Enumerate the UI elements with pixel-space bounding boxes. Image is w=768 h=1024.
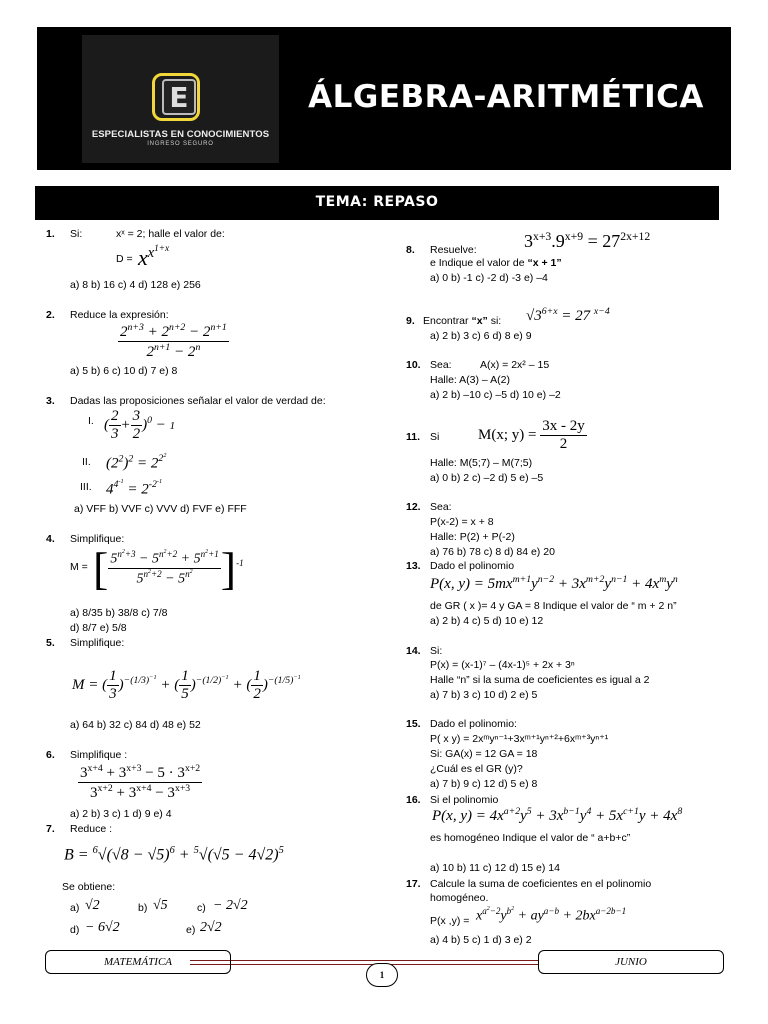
q1-expression: $x^{x^{1+x}}$ <box>138 244 170 271</box>
page-title: ÁLGEBRA-ARITMÉTICA <box>308 79 704 115</box>
q7-opt-d-label: d) <box>70 924 80 936</box>
q3-prop-1: ( $\frac{2}{3}$ + $\frac{3}{2}$ )$^0$ − 1 <box>104 408 176 442</box>
q7-opt-a-label: a) <box>70 902 80 914</box>
page-number: 1 <box>366 963 398 987</box>
q11-equation: M(x; y) = $\frac{3x - 2y}{2}$ <box>478 418 585 452</box>
q5-label: Simplifique: <box>70 637 125 649</box>
topic-banner: TEMA: REPASO <box>35 186 719 220</box>
q2-label: Reduce la expresión: <box>70 309 169 321</box>
q15-question: ¿Cuál es el GR (y)? <box>430 763 523 775</box>
q12-equation: P(x-2) = x + 8 <box>430 516 494 528</box>
q8-subtitle: e Indique el valor de “x + 1” <box>430 257 562 269</box>
q16-polynomial: P(x, $y) = 4x^{a+2}y^5 + 3x^{b-1}y^4 + 5x^{c+1}y + 4x^8$ <box>432 806 683 824</box>
q12-halle: Halle: P(2) + P(-2) <box>430 531 515 543</box>
page-header <box>37 27 731 170</box>
q16-options: a) 10 b) 11 c) 12 d) 15 e) 14 <box>430 862 560 874</box>
q11-options: a) 0 b) 2 c) –2 d) 5 e) –5 <box>430 472 544 484</box>
q7-opt-d: − 6√2 <box>85 920 120 935</box>
logo <box>82 35 279 163</box>
q4-label: Simplifique: <box>70 533 125 545</box>
q10-halle: Halle: A(3) – A(2) <box>430 374 510 386</box>
q9-equation: $√3^{6+x} = 27$ $^{x-4}$ <box>526 306 610 324</box>
q9-options: a) 2 b) 3 c) 6 d) 8 e) 9 <box>430 330 532 342</box>
q1-expr-prefix: D = <box>116 253 133 265</box>
q3-number: 3. <box>46 395 55 407</box>
q15-label: Dado el polinomio: <box>430 718 517 730</box>
q7-expression: $B = ^6√(√8 - √5)^6 + ^5√(√5 - 4√2)^5$ <box>64 845 284 864</box>
q6-label: Simplifique : <box>70 749 128 761</box>
q14-number: 14. <box>406 645 421 657</box>
q9-label: Encontrar “x” si: <box>423 315 502 327</box>
q17-options: a) 4 b) 5 c) 1 d) 3 e) 2 <box>430 934 532 946</box>
q17-polynomial: $x^{a^2-2}y^{b^2} + ay^{a-b} + 2bx^{a-2b-1}$ <box>476 906 627 924</box>
q6-expression: $\frac{3^{x+4} + 3^{x+3} - 5 \cdot 3^{x+2}}{3^{x+2} + 3^{x+4} - 3^{x+3}}$ <box>80 763 201 801</box>
footer-month: JUNIO <box>538 950 724 974</box>
q6-number: 6. <box>46 749 55 761</box>
q17-label-2: homogéneo. <box>430 892 489 904</box>
q3-roman-1: I. <box>88 415 94 427</box>
logo-text: ESPECIALISTAS EN CONOCIMIENTOS <box>91 129 270 140</box>
q15-equation: P( x y) = 2xᵐyⁿ⁻¹+3xᵐ⁺¹yⁿ⁺²+6xᵐ⁺³yⁿ⁺¹ <box>430 733 609 745</box>
q7-opt-e: 2√2 <box>200 920 222 935</box>
q7-opt-e-label: e) <box>186 924 196 936</box>
q8-equation: $3^{x+3}.9^{x+9} = 27^{2x+12}$ <box>524 230 651 251</box>
q13-label: Dado el polinomio <box>430 560 515 572</box>
q9-number: 9. <box>406 315 415 327</box>
q10-number: 10. <box>406 359 421 371</box>
q13-number: 13. <box>406 560 421 572</box>
q10-options: a) 2 b) –10 c) –5 d) 10 e) –2 <box>430 389 561 401</box>
q12-number: 12. <box>406 501 421 513</box>
q3-prop-3: $4^{4^{-1}} = 2^{-2^{-1}}$ <box>106 478 163 498</box>
q7-label: Reduce : <box>70 823 113 835</box>
q4-options-1: a) 8/35 b) 38/8 c) 7/8 <box>70 607 168 619</box>
q8-number: 8. <box>406 244 415 256</box>
q16-label: Si el polinomio <box>430 794 499 806</box>
q16-number: 16. <box>406 794 421 806</box>
q17-number: 17. <box>406 878 421 890</box>
footer-subject: MATEMÁTICA <box>45 950 231 974</box>
q17-expr-prefix: P(x ,y) = <box>430 915 470 927</box>
q10-label: Sea: <box>430 359 452 371</box>
q7-number: 7. <box>46 823 55 835</box>
q8-label: Resuelve: <box>430 244 477 256</box>
q17-label-1: Calcule la suma de coeficientes en el polinomio <box>430 878 652 890</box>
q13-text: de GR ( x )= 4 y GA = 8 Indique el valor de “ m + 2 n” <box>430 600 677 612</box>
q2-number: 2. <box>46 309 55 321</box>
q14-equation: P(x) = (x-1)⁷ – (4x-1)⁵ + 2x + 3ⁿ <box>430 659 575 671</box>
q14-label: Si: <box>430 645 443 657</box>
q7-opt-a: √2 <box>85 898 100 913</box>
q7-subtitle: Se obtiene: <box>62 881 116 893</box>
q15-number: 15. <box>406 718 421 730</box>
q5-expression: M = ( $\frac{1}{3}$ )$^{-(1/3)^{-1}}$ + ( $\frac{1}{5}$ )$^{-(1/2)^{-1}}$ + ( $\frac{1}{2}$ )$^{-(1/5)^{-1}}$ <box>72 668 301 702</box>
q5-number: 5. <box>46 637 55 649</box>
logo-mark <box>152 73 200 121</box>
q13-options: a) 2 b) 4 c) 5 d) 10 e) 12 <box>430 615 544 627</box>
q3-roman-2: II. <box>82 456 91 468</box>
q7-opt-c: − 2√2 <box>213 898 248 913</box>
q2-expression: $\frac{2^{n+3} + 2^{n+2} - 2^{n+1}}{2^{n+1} - 2^n}$ <box>120 322 227 360</box>
q4-expr-prefix: M = <box>70 561 88 573</box>
logo-letter: E <box>162 79 196 115</box>
q16-text: es homogéneo Indique el valor de “ a+b+c” <box>430 832 631 844</box>
q12-options: a) 76 b) 78 c) 8 d) 84 e) 20 <box>430 546 555 558</box>
q15-conditions: Si: GA(x) = 12 GA = 18 <box>430 748 538 760</box>
q3-roman-3: III. <box>80 481 92 493</box>
footer-line-bottom <box>190 964 538 965</box>
q6-options: a) 2 b) 3 c) 1 d) 9 e) 4 <box>70 808 172 820</box>
logo-subtext: INGRESO SEGURO <box>147 141 214 147</box>
q3-label: Dadas las proposiciones señalar el valor de verdad de: <box>70 395 326 407</box>
q11-label: Si <box>430 431 440 443</box>
q4-options-2: d) 8/7 e) 5/8 <box>70 622 127 634</box>
q11-halle: Halle: M(5;7) – M(7;5) <box>430 457 533 469</box>
q12-label: Sea: <box>430 501 452 513</box>
footer-line-top <box>190 960 538 961</box>
q15-options: a) 7 b) 9 c) 12 d) 5 e) 8 <box>430 778 538 790</box>
q10-equation: A(x) = 2x² – 15 <box>480 359 550 371</box>
q8-options: a) 0 b) -1 c) -2 d) -3 e) –4 <box>430 272 548 284</box>
q3-prop-2: $(2^2)^2 = 2^{2^2}$ <box>106 452 167 472</box>
q7-opt-b: √5 <box>153 898 168 913</box>
q1-number: 1. <box>46 228 55 240</box>
q4-number: 4. <box>46 533 55 545</box>
q7-opt-c-label: c) <box>197 902 206 914</box>
q1-options: a) 8 b) 16 c) 4 d) 128 e) 256 <box>70 279 201 291</box>
q4-expression: [ $\frac{5^{n^2+3} - 5^{n^2+2} + 5^{n^2+1}}{5^{n^2+2} - 5^{n^2}}$ ]$^{-1}$ <box>93 543 244 594</box>
q3-options: a) VFF b) VVF c) VVV d) FVF e) FFF <box>74 503 247 515</box>
q1-statement: xˣ = 2; halle el valor de: <box>116 228 225 240</box>
q1-label: Si: <box>70 228 83 240</box>
q5-options: a) 64 b) 32 c) 84 d) 48 e) 52 <box>70 719 201 731</box>
q14-text: Halle “n” si la suma de coeficientes es igual a 2 <box>430 674 650 686</box>
q2-options: a) 5 b) 6 c) 10 d) 7 e) 8 <box>70 365 178 377</box>
q13-polynomial: P(x, $y) = 5mx^{m+1}y^{n-2} + 3x^{m+2}y^{n-1} + 4x^my^n$ <box>430 574 678 592</box>
q7-opt-b-label: b) <box>138 902 148 914</box>
q14-options: a) 7 b) 3 c) 10 d) 2 e) 5 <box>430 689 538 701</box>
q11-number: 11. <box>406 431 421 443</box>
